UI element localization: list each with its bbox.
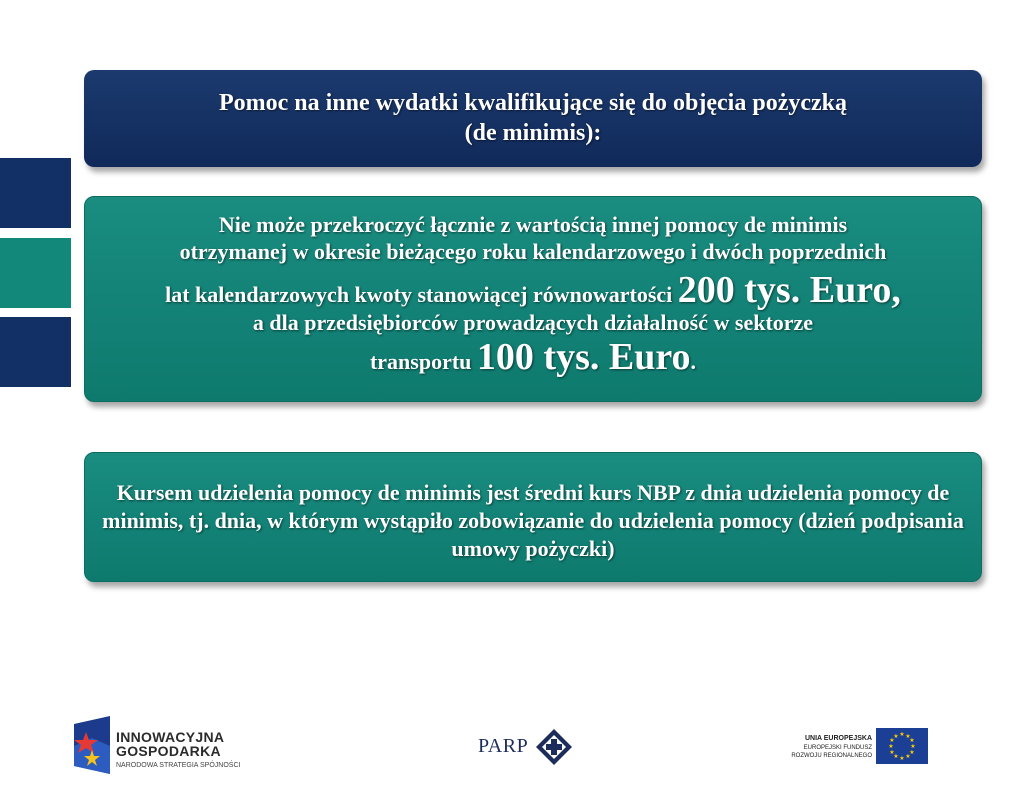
exchange-rate-text: Kursem udzielenia pomocy de minimis jest średni kurs NBP z dnia udzielenia pomocy de minimis, tj. dnia, w którym wystąpiło zobowiązanie do udzielenia pomocy (dzień podpisania umowy pożyczki) bbox=[102, 480, 964, 561]
eu-fund-logo bbox=[780, 728, 930, 766]
svg-text:★: ★ bbox=[909, 749, 915, 756]
svg-text:★: ★ bbox=[905, 753, 911, 760]
limit-line5-wrap bbox=[103, 338, 963, 376]
ig-logo-text bbox=[116, 730, 224, 758]
svg-text:★: ★ bbox=[893, 753, 899, 760]
limit-line2: otrzymanej w okresie bieżącego roku kalendarzowego i dwóch poprzednich bbox=[179, 239, 887, 264]
limit-line4: a dla przedsiębiorców prowadzących działalność w sektorze bbox=[252, 310, 814, 335]
parp-logo bbox=[478, 729, 578, 765]
eu-flag-icon bbox=[876, 728, 928, 764]
svg-text:★: ★ bbox=[910, 743, 916, 750]
svg-text:★: ★ bbox=[893, 733, 899, 740]
parp-logo-text: PARP bbox=[478, 735, 529, 757]
svg-text:★: ★ bbox=[899, 731, 905, 738]
amount-general: 200 tys. Euro, bbox=[677, 269, 901, 311]
limit-line3-wrap bbox=[103, 271, 963, 309]
slide-title-line1: Pomoc na inne wydatki kwalifikujące się do objęcia pożyczką bbox=[219, 90, 847, 116]
eu-logo-text bbox=[791, 734, 872, 760]
star-flag-icon bbox=[72, 716, 112, 774]
eu-stars bbox=[876, 728, 928, 764]
side-block-navy-bottom bbox=[0, 317, 71, 387]
eu-logo-line1: UNIA EUROPEJSKA bbox=[804, 735, 872, 742]
amount-transport: 100 tys. Euro bbox=[476, 336, 691, 378]
eu-logo-line3: ROZWOJU REGIONALNEGO bbox=[791, 753, 872, 759]
innowacyjna-gospodarka-logo bbox=[72, 716, 242, 776]
slide-title-line2: (de minimis): bbox=[464, 120, 602, 146]
svg-text:★: ★ bbox=[905, 733, 911, 740]
parp-arrows-icon bbox=[536, 729, 572, 765]
limit-end-mark: . bbox=[690, 349, 697, 374]
side-block-navy-top bbox=[0, 158, 71, 228]
limit-line3: lat kalendarzowych kwoty stanowiącej równowartości bbox=[165, 282, 673, 307]
eu-logo-line2: EUROPEJSKI FUNDUSZ bbox=[803, 745, 872, 751]
slide-title-box bbox=[84, 70, 982, 167]
ig-logo-line2: GOSPODARKA bbox=[116, 743, 221, 759]
svg-text:★: ★ bbox=[899, 755, 905, 762]
ig-logo-line1: INNOWACYJNA bbox=[116, 729, 225, 745]
limit-line5: transportu bbox=[369, 349, 472, 374]
limit-info-box bbox=[84, 196, 982, 402]
limit-line1: Nie może przekroczyć łącznie z wartością innej pomocy de minimis bbox=[218, 212, 848, 237]
exchange-rate-box bbox=[84, 452, 982, 582]
svg-text:★: ★ bbox=[909, 737, 915, 744]
svg-text:★: ★ bbox=[889, 749, 895, 756]
side-block-teal bbox=[0, 238, 71, 308]
ig-logo-subtitle: NARODOWA STRATEGIA SPÓJNOŚCI bbox=[116, 762, 241, 769]
svg-text:★: ★ bbox=[888, 743, 894, 750]
svg-text:★: ★ bbox=[889, 737, 895, 744]
